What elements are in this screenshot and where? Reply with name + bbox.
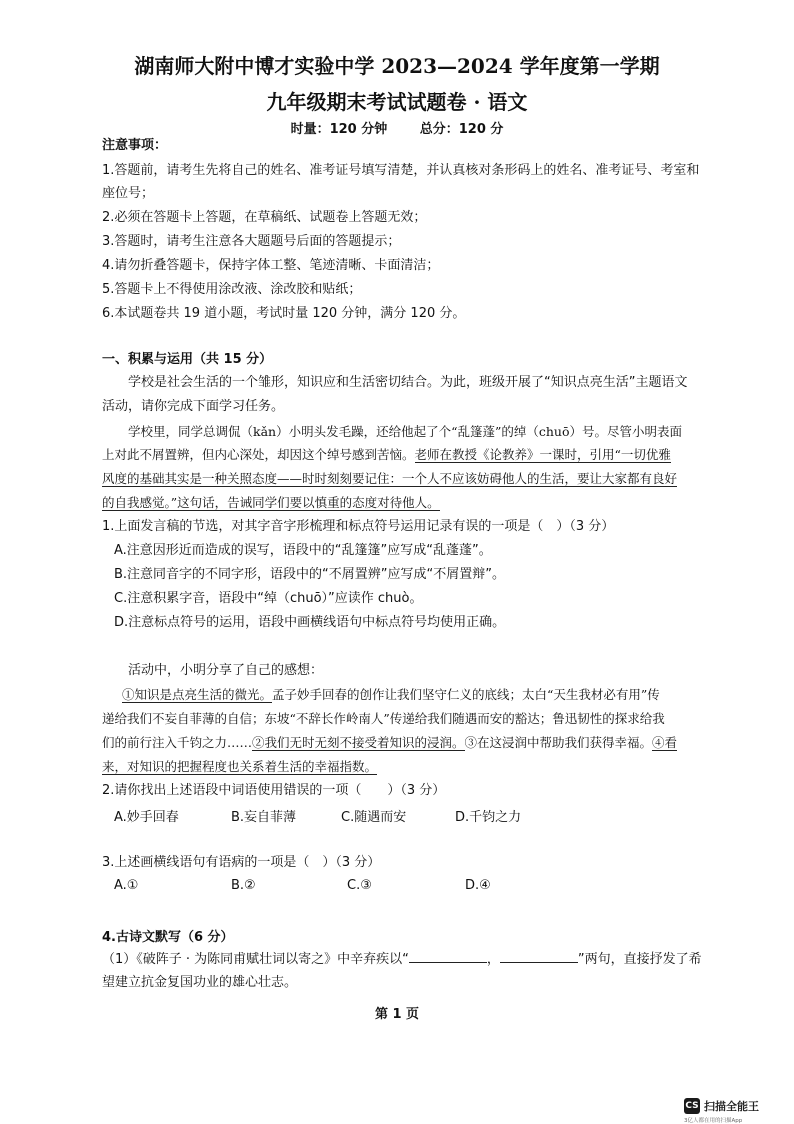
answer-blank[interactable] — [500, 950, 578, 963]
question-3: 3.上述画横线语句有语病的一项是（ ）（3 分） — [102, 855, 381, 870]
reflection-line — [102, 734, 732, 752]
exam-subtitle: 九年级期末考试试题卷 · 语文 — [266, 90, 528, 114]
intro-text: 学校是社会生活的一个雏形，知识应和生活密切结合。为此，班级开展了“知识点亮生活”主题语文 — [128, 375, 688, 390]
scanner-tagline: 3亿人都在用的扫描App — [684, 1118, 743, 1124]
option-b: B.注意同音字的不同字形，语段中的“不屑置辨”应写成“不屑置辩”。 — [114, 567, 505, 582]
passage-line: 学校里，同学总调侃（kǎn）小明头发毛躁，还给他起了个“乱篷蓬”的绰（chuō）号。尽管小明表面 — [128, 424, 682, 439]
answer-blank[interactable] — [409, 950, 487, 963]
reflection-line — [102, 758, 732, 776]
question-4-part1: （1）《破阵子 · 为陈同甫赋壮词以寄之》中辛弃疾以“ ， ”两句，直接抒发了希 — [102, 952, 702, 967]
reflection-line: 递给我们不妄自菲薄的自信；东坡“不辞长作岭南人”传递给我们随遇而安的豁达；鲁迅韧性的探求给我 — [102, 711, 665, 726]
q3-option-c: C.③ — [347, 878, 372, 893]
reflection-line — [122, 686, 752, 704]
reflection-text: ③在这浸润中帮助我们获得幸福。 — [464, 735, 653, 750]
time-limit: 时量：120 分钟 — [290, 122, 388, 137]
option-c: C.注意积累字音，语段中“绰（chuō）”应读作 chuò。 — [114, 591, 423, 606]
notice-item: 1.答题前，请考生先将自己的姓名、准考证号填写清楚，并认真核对条形码上的姓名、准考证号、考室和 — [102, 163, 700, 178]
question-1: 1.上面发言稿的节选，对其字音字形梳理和标点符号运用记录有误的一项是（ ）（3 分） — [102, 519, 615, 534]
passage-text: 上对此不屑置辨，但内心深处，却因这个绰号感到苦恼。 — [102, 447, 415, 462]
page-number: 第 1 页 — [374, 1007, 420, 1022]
notice-item: 5.答题卡上不得使用涂改液、涂改胶和贴纸； — [102, 282, 362, 297]
notice-item: 4.请勿折叠答题卡，保持字体工整、笔迹清晰、卡面清洁； — [102, 258, 440, 273]
q4-text: ”两句，直接抒发了希 — [577, 952, 702, 967]
question-4-cont: 望建立抗金复国功业的雄心壮志。 — [102, 975, 298, 990]
option-a: A.注意因形近而造成的误写，语段中的“乱篷篷”应写成“乱蓬蓬”。 — [114, 543, 492, 558]
underlined-sentence: ①知识是点亮生活的微光。 — [122, 687, 273, 702]
q2-option-d: D.千钧之力 — [455, 810, 522, 825]
reflection-text: 孟子妙手回春的创作让我们坚守仁义的底线；太白“天生我材必有用”传 — [272, 687, 660, 702]
underlined-sentence: 风度的基础其实是一种关照态度——时时刻刻要记住：一个人不应该妨碍他人的生活，要让大家都有良好 — [102, 471, 678, 486]
section-heading: 一、积累与运用（共 15 分） — [102, 352, 273, 367]
q4-text: （1）《破阵子 · 为陈同甫赋壮词以寄之》中辛弃疾以“ — [102, 952, 409, 967]
reflection-text: 们的前行注入千钧之力…… — [102, 735, 253, 750]
underlined-sentence: ②我们无时无刻不接受着知识的浸润。 — [252, 735, 465, 750]
exam-meta — [0, 118, 794, 137]
notice-heading: 注意事项： — [102, 138, 168, 153]
underlined-sentence: 来，对知识的把握程度也关系着生活的幸福指数。 — [102, 759, 378, 774]
notice-item: 3.答题时，请考生注意各大题题号后面的答题提示； — [102, 234, 401, 249]
underlined-sentence: 的自我感觉。”这句话，告诫同学们要以慎重的态度对待他人。 — [102, 495, 440, 510]
passage-line — [102, 494, 732, 512]
underlined-sentence: 老师在教授《论教养》一课时，引用“一切优雅 — [414, 447, 671, 462]
notice-item: 2.必须在答题卡上答题，在草稿纸、试题卷上答题无效； — [102, 210, 427, 225]
passage-line — [102, 470, 732, 488]
q3-option-a: A.① — [114, 878, 139, 893]
question-4: 4.古诗文默写（6 分） — [102, 930, 234, 945]
activity-text: 活动中，小明分享了自己的感想： — [128, 663, 324, 678]
option-d: D.注意标点符号的运用，语段中画横线语句中标点符号均使用正确。 — [114, 615, 506, 630]
question-2: 2.请你找出上述语段中词语使用错误的一项（ ）（3 分） — [102, 783, 446, 798]
notice-item: 座位号； — [102, 186, 155, 201]
q2-option-c: C.随遇而安 — [341, 810, 407, 825]
notice-item: 6.本试题卷共 19 道小题，考试时量 120 分钟，满分 120 分。 — [102, 306, 466, 321]
q3-option-d: D.④ — [465, 878, 491, 893]
camscanner-icon: CS — [684, 1098, 700, 1114]
total-score: 总分：120 分 — [419, 122, 504, 137]
underlined-sentence: ④看 — [652, 735, 678, 750]
scanner-name: 扫描全能王 — [704, 1100, 759, 1113]
q3-option-b: B.② — [231, 878, 256, 893]
scanner-watermark — [684, 1097, 759, 1115]
exam-title: 湖南师大附中博才实验中学 2023—2024 学年度第一学期 — [134, 54, 660, 78]
q2-option-a: A.妙手回春 — [114, 810, 179, 825]
q2-option-b: B.妄自菲薄 — [231, 810, 297, 825]
passage-line — [102, 446, 732, 464]
intro-text: 活动，请你完成下面学习任务。 — [102, 399, 285, 414]
